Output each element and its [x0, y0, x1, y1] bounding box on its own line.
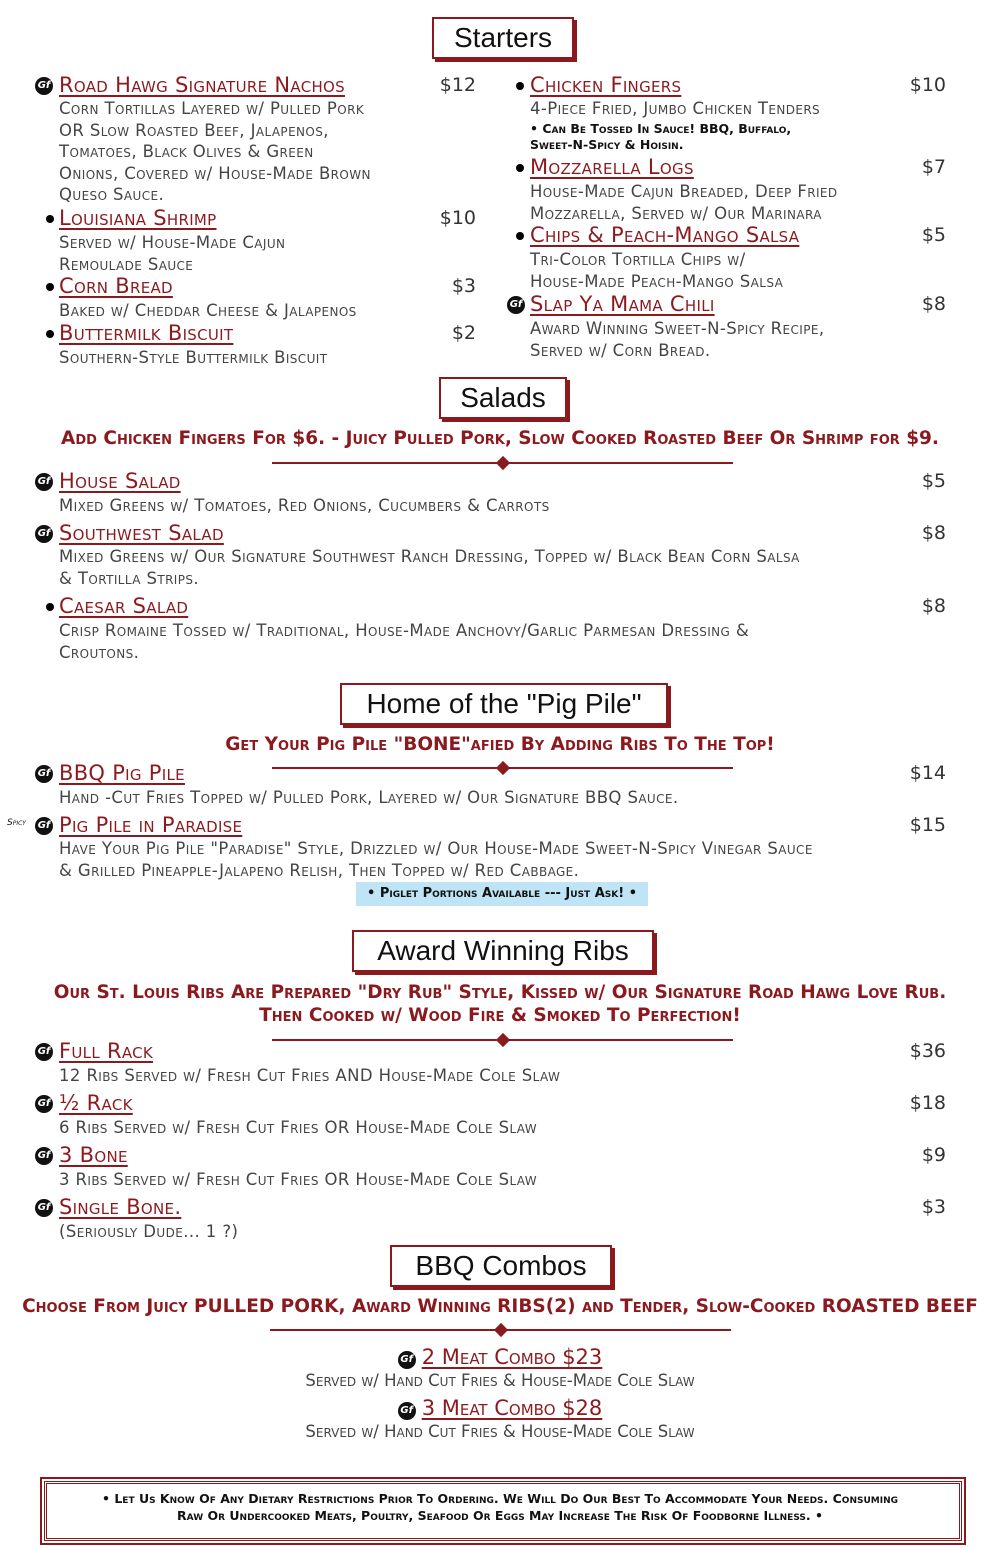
item-name-bbq-pig-pile: BBQ Pig Pile — [59, 761, 185, 785]
item-price-pig-pile-paradise: $15 — [909, 814, 946, 836]
item-desc-chips-salsa: Tri-Color Tortilla Chips w/ House-Made Peach-Mango Salsa — [530, 250, 784, 291]
item-desc-bbq-pig-pile: Hand -Cut Fries Topped w/ Pulled Pork, Layered w/ Our Signature BBQ Sauce. — [59, 788, 679, 807]
item-desc-3-bone: 3 Ribs Served w/ Fresh Cut Fries OR House-Made Cole Slaw — [59, 1170, 538, 1189]
item-price-chicken-fingers: $10 — [909, 74, 946, 96]
item-desc-corn-bread: Baked w/ Cheddar Cheese & Jalapenos — [59, 301, 357, 320]
combo-desc: Served w/ Hand Cut Fries & House-Made Cole Slaw — [305, 1371, 695, 1390]
item-price-caesar-salad: $8 — [921, 595, 946, 617]
section-title-pig-pile: Home of the "Pig Pile" — [340, 683, 668, 725]
combo-2-meat — [0, 1345, 1000, 1369]
item-name-chicken-fingers: Chicken Fingers — [530, 73, 682, 97]
gluten-free-icon: Gf — [35, 1095, 53, 1113]
ribs-promo: Our St. Louis Ribs Are Prepared "Dry Rub" Style, Kissed w/ Our Signature Road Hawg Love Rub. Then Cooked w/ Wood Fire & Smoked To Perfection! — [53, 982, 947, 1026]
item-name-half-rack: ½ Rack — [59, 1091, 133, 1115]
item-name-mozzarella-logs: Mozzarella Logs — [530, 155, 694, 179]
divider-diamond-icon — [496, 456, 510, 470]
item-desc-house-salad: Mixed Greens w/ Tomatoes, Red Onions, Cucumbers & Carrots — [59, 496, 550, 515]
spicy-label: Spicy — [7, 818, 26, 828]
item-price-single-bone: $3 — [921, 1196, 946, 1218]
divider-diamond-icon — [496, 761, 510, 775]
item-price-southwest-salad: $8 — [921, 522, 946, 544]
section-title-starters: Starters — [432, 17, 574, 59]
bullet-icon — [516, 164, 524, 172]
item-desc-chili: Award Winning Sweet-N-Spicy Recipe, Served w/ Corn Bread. — [530, 319, 825, 360]
item-price-half-rack: $18 — [909, 1092, 946, 1114]
combos-promo: Choose From Juicy PULLED PORK, Award Winning RIBS(2) and Tender, Slow-Cooked ROASTED BEEF — [22, 1296, 978, 1317]
item-desc-chicken-fingers: 4-Piece Fried, Jumbo Chicken Tenders — [530, 99, 821, 118]
combo-name: 2 Meat Combo $23 — [421, 1345, 603, 1369]
pig-pile-promo: Get Your Pig Pile "BONE"afied By Adding Ribs To The Top! — [225, 734, 775, 755]
gluten-free-icon: Gf — [35, 765, 53, 783]
gluten-free-icon: Gf — [35, 77, 53, 95]
item-name-corn-bread: Corn Bread — [59, 274, 173, 298]
bullet-icon — [46, 283, 54, 291]
item-note-chicken-fingers: • Can Be Tossed In Sauce! BBQ, Buffalo, Sweet-N-Spicy & Hoisin. — [530, 121, 792, 152]
bullet-icon — [46, 215, 54, 223]
section-title-combos: BBQ Combos — [390, 1245, 612, 1287]
item-price-house-salad: $5 — [921, 470, 946, 492]
bullet-icon — [46, 330, 54, 338]
combo-3-meat — [0, 1396, 1000, 1420]
section-title-ribs: Award Winning Ribs — [352, 930, 654, 972]
gluten-free-icon: Gf — [35, 1199, 53, 1217]
item-name-caesar-salad: Caesar Salad — [59, 594, 189, 618]
item-name-southwest-salad: Southwest Salad — [59, 521, 224, 545]
item-name-full-rack: Full Rack — [59, 1039, 154, 1063]
item-name-house-salad: House Salad — [59, 469, 181, 493]
gluten-free-icon: Gf — [398, 1351, 416, 1369]
bullet-icon — [516, 82, 524, 90]
item-name-chili: Slap Ya Mama Chili — [530, 292, 715, 316]
item-name-chips-salsa: Chips & Peach-Mango Salsa — [530, 223, 800, 247]
item-name-louisiana-shrimp: Louisiana Shrimp — [59, 206, 217, 230]
item-name-single-bone: Single Bone. — [59, 1195, 182, 1219]
footer-notice: • Let Us Know Of Any Dietary Restrictions Prior To Ordering. We Will Do Our Best To Accommodate Your Needs. Consuming Raw Or Undercooked Meats, Poultry, Seafood Or Eggs May Increase The Risk Of Foodborne Illness. • — [102, 1491, 898, 1523]
divider-diamond-icon — [494, 1323, 508, 1337]
gluten-free-icon: Gf — [35, 525, 53, 543]
item-price-louisiana-shrimp: $10 — [439, 207, 476, 229]
item-desc-full-rack: 12 Ribs Served w/ Fresh Cut Fries AND House-Made Cole Slaw — [59, 1066, 561, 1085]
item-desc-caesar-salad: Crisp Romaine Tossed w/ Traditional, House-Made Anchovy/Garlic Parmesan Dressing & Croutons. — [59, 621, 750, 662]
item-name-nachos: Road Hawg Signature Nachos — [59, 73, 345, 97]
item-desc-half-rack: 6 Ribs Served w/ Fresh Cut Fries OR House-Made Cole Slaw — [59, 1118, 538, 1137]
item-price-bbq-pig-pile: $14 — [909, 762, 946, 784]
item-desc-pig-pile-paradise: Have Your Pig Pile "Paradise" Style, Drizzled w/ Our House-Made Sweet-N-Spicy Vinegar Sauce & Grilled Pineapple-Jalapeno Relish, Then Topped w/ Red Cabbage. — [59, 839, 813, 880]
item-name-3-bone: 3 Bone — [59, 1143, 128, 1167]
item-desc-nachos: Corn Tortillas Layered w/ Pulled Pork OR Slow Roasted Beef, Jalapenos, Tomatoes, Black Olives & Green Onions, Covered w/ House-Made Brown Queso Sauce. — [59, 99, 371, 204]
item-desc-single-bone: (Seriously Dude... 1 ?) — [59, 1222, 239, 1241]
item-price-buttermilk-biscuit: $2 — [451, 322, 476, 344]
divider-diamond-icon — [496, 1033, 510, 1047]
item-desc-louisiana-shrimp: Served w/ House-Made Cajun Remoulade Sauce — [59, 233, 286, 274]
item-price-corn-bread: $3 — [451, 275, 476, 297]
item-name-pig-pile-paradise: Pig Pile in Paradise — [59, 813, 243, 837]
salads-promo: Add Chicken Fingers For $6. - Juicy Pulled Pork, Slow Cooked Roasted Beef Or Shrimp for $9. — [61, 428, 939, 449]
item-price-3-bone: $9 — [921, 1144, 946, 1166]
gluten-free-icon: Gf — [507, 296, 525, 314]
item-desc-southwest-salad: Mixed Greens w/ Our Signature Southwest Ranch Dressing, Topped w/ Black Bean Corn Salsa & Tortilla Strips. — [59, 547, 800, 588]
gluten-free-icon: Gf — [35, 473, 53, 491]
combo-desc: Served w/ Hand Cut Fries & House-Made Cole Slaw — [305, 1422, 695, 1441]
item-desc-buttermilk-biscuit: Southern-Style Buttermilk Biscuit — [59, 348, 328, 367]
combo-name: 3 Meat Combo $28 — [421, 1396, 603, 1420]
gluten-free-icon: Gf — [35, 1147, 53, 1165]
item-price-nachos: $12 — [439, 74, 476, 96]
item-name-buttermilk-biscuit: Buttermilk Biscuit — [59, 321, 234, 345]
bullet-icon — [46, 603, 54, 611]
gluten-free-icon: Gf — [35, 817, 53, 835]
section-title-salads: Salads — [439, 377, 567, 419]
item-price-chips-salsa: $5 — [921, 224, 946, 246]
item-desc-mozzarella-logs: House-Made Cajun Breaded, Deep Fried Mozzarella, Served w/ Our Marinara — [530, 182, 838, 223]
piglet-portions-badge: • Piglet Portions Available --- Just Ask! • — [356, 882, 648, 906]
item-price-mozzarella-logs: $7 — [921, 156, 946, 178]
gluten-free-icon: Gf — [35, 1043, 53, 1061]
bullet-icon — [516, 232, 524, 240]
gluten-free-icon: Gf — [398, 1402, 416, 1420]
item-price-full-rack: $36 — [909, 1040, 946, 1062]
item-price-chili: $8 — [921, 293, 946, 315]
